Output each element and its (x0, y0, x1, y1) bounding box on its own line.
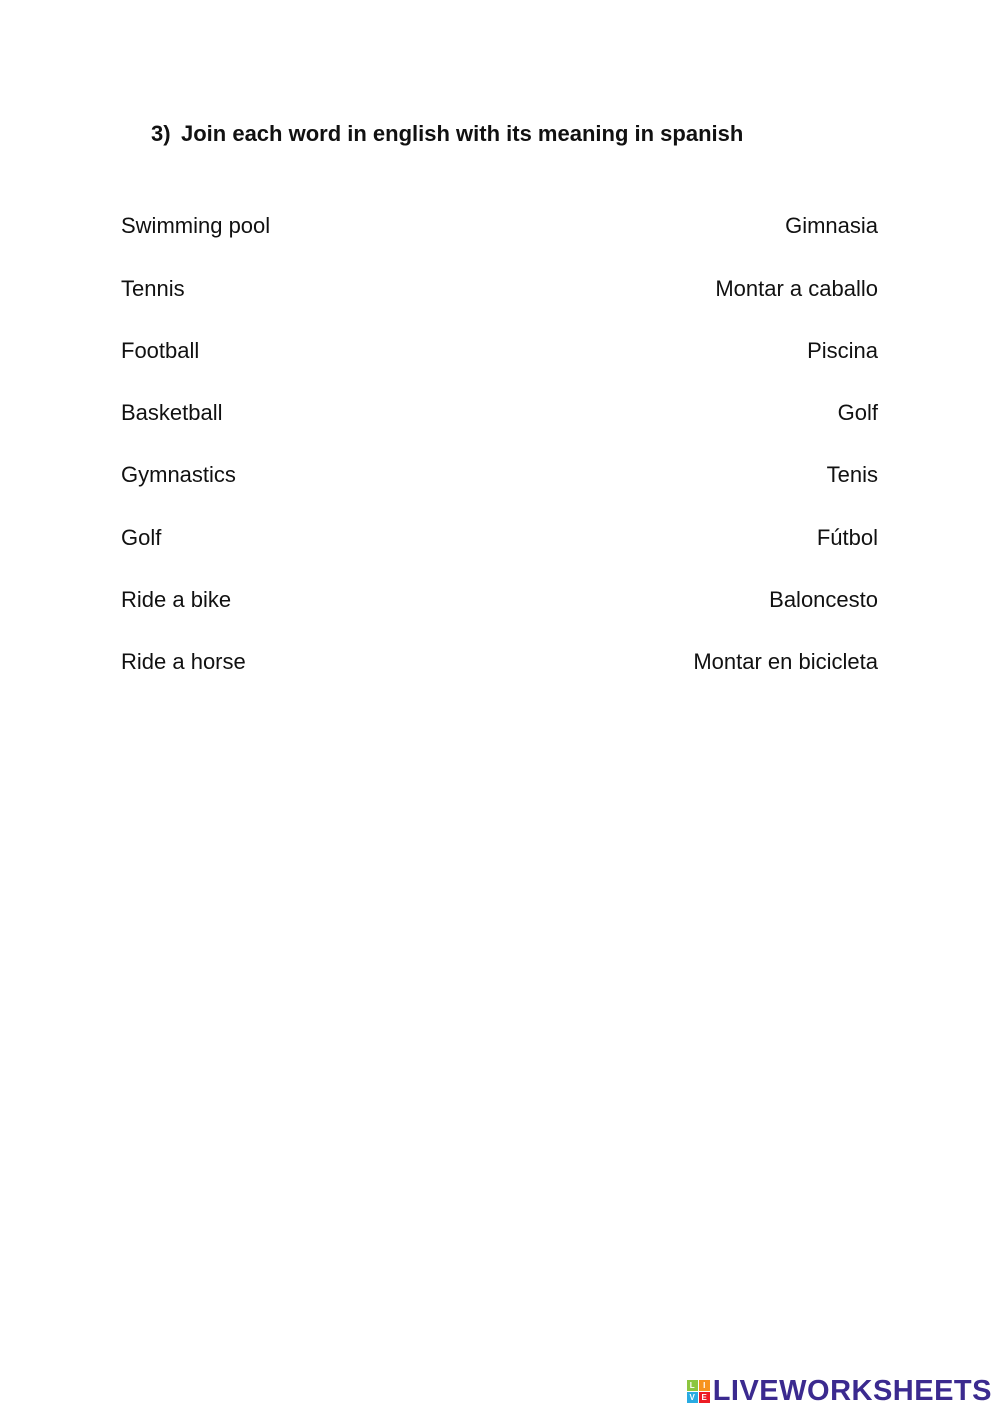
logo-letter: V (687, 1392, 698, 1403)
spanish-word: Gimnasia (785, 213, 878, 238)
liveworksheets-logo (687, 1375, 992, 1408)
english-word: Tennis (121, 276, 185, 301)
spanish-word: Baloncesto (769, 587, 878, 612)
matching-row (121, 587, 878, 617)
english-word: Golf (121, 525, 162, 550)
logo-letter: L (687, 1380, 698, 1391)
spanish-word: Montar a caballo (715, 276, 878, 301)
matching-row (121, 525, 878, 555)
matching-row (121, 462, 878, 492)
english-word: Basketball (121, 400, 223, 425)
matching-row (121, 338, 878, 368)
spanish-word: Tenis (826, 462, 878, 487)
exercise-number: 3) (151, 121, 171, 146)
logo-letter: I (699, 1380, 710, 1391)
english-word: Ride a bike (121, 587, 232, 612)
spanish-word: Fútbol (816, 525, 878, 550)
matching-row (121, 276, 878, 306)
logo-icon (687, 1380, 710, 1403)
english-word: Swimming pool (121, 213, 271, 238)
exercise-heading (151, 121, 743, 147)
spanish-word: Montar en bicicleta (693, 649, 878, 674)
matching-row (121, 213, 878, 243)
spanish-word: Golf (837, 400, 878, 425)
logo-letter: E (699, 1392, 710, 1403)
exercise-instruction: Join each word in english with its meaning in spanish (181, 121, 744, 146)
brand-name: LIVEWORKSHEETS (712, 1375, 992, 1407)
matching-row (121, 649, 878, 679)
matching-row (121, 400, 878, 430)
english-word: Ride a horse (121, 649, 246, 674)
english-word: Football (121, 338, 200, 363)
english-word: Gymnastics (121, 462, 236, 487)
spanish-word: Piscina (807, 338, 878, 363)
